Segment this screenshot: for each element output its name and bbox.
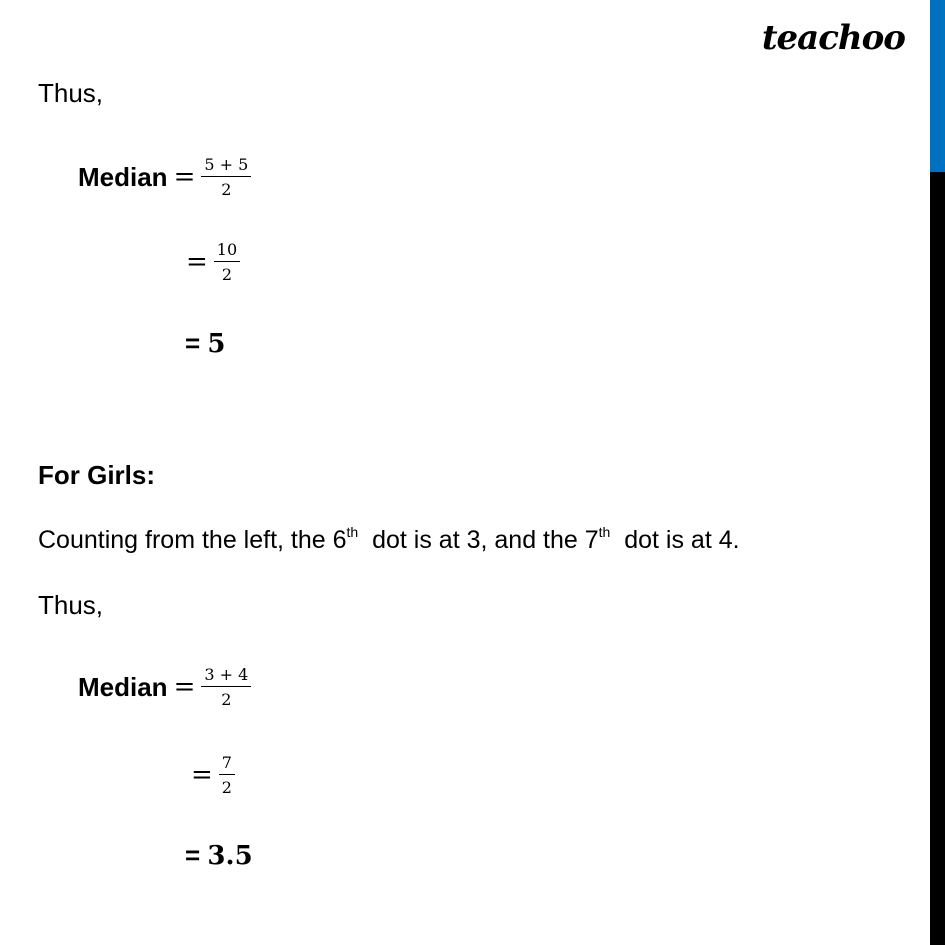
- girls-result: [185, 840, 253, 871]
- text: Counting from the left, the 6: [38, 526, 347, 554]
- text: dot is at 3, and the 7: [358, 526, 599, 554]
- superscript: th: [598, 524, 611, 540]
- median-label: Median: [78, 161, 168, 192]
- numerator: 10: [214, 240, 240, 262]
- boys-step-2: [180, 240, 240, 284]
- thus-text-2: Thus,: [38, 590, 104, 620]
- denominator: 2: [221, 690, 232, 709]
- result-prefix: =: [185, 328, 208, 358]
- fraction: [201, 665, 251, 709]
- equals-sign: =: [191, 760, 213, 790]
- equals-sign: =: [186, 247, 208, 277]
- fraction: [219, 753, 235, 797]
- teachoo-logo: teachoo: [761, 18, 905, 58]
- denominator: 2: [221, 265, 233, 284]
- result-value: 3.5: [207, 840, 253, 871]
- fraction: [201, 155, 251, 199]
- numerator: 7: [219, 753, 235, 775]
- text: dot is at 4.: [610, 526, 740, 554]
- superscript: th: [346, 524, 359, 540]
- accent-bar: [930, 0, 945, 172]
- denominator: 2: [221, 180, 232, 199]
- numerator: 3 + 4: [201, 665, 251, 687]
- equals-sign: =: [173, 672, 196, 702]
- boys-result: [185, 328, 226, 359]
- girls-step-2: [185, 753, 235, 797]
- result-prefix: =: [185, 840, 208, 870]
- equals-sign: =: [173, 162, 196, 192]
- boys-median-equation: [78, 155, 251, 199]
- median-label: Median: [78, 671, 168, 702]
- result-value: 5: [207, 328, 226, 359]
- girls-heading: For Girls:: [38, 460, 156, 490]
- numerator: 5 + 5: [201, 155, 251, 177]
- girls-median-equation: [78, 665, 251, 709]
- girls-counting-text: [38, 526, 740, 555]
- thus-text-1: Thus,: [38, 78, 104, 108]
- fraction: [214, 240, 240, 284]
- denominator: 2: [221, 778, 232, 797]
- side-bar: [930, 172, 945, 945]
